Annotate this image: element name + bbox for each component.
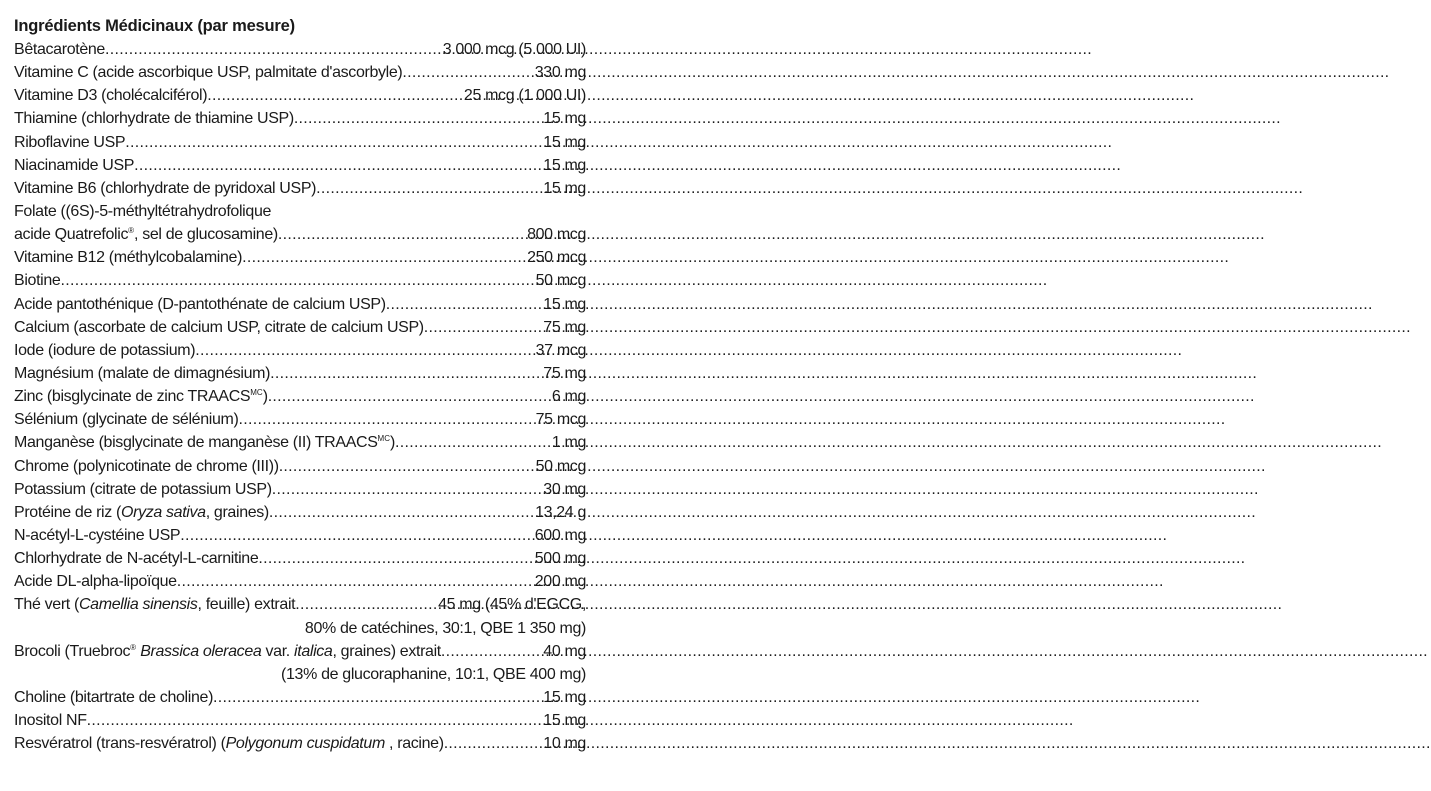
ingredient-name: Vitamine C (acide ascorbique USP, palmitate d'ascorbyle)	[14, 64, 403, 82]
ingredient-row	[14, 177, 586, 200]
trademark-mark: MC	[377, 434, 390, 444]
dot-leader	[294, 107, 543, 130]
ingredients-panel	[0, 0, 600, 791]
ingredient-row	[14, 84, 586, 107]
ingredient-amount: 15 mg	[543, 133, 586, 151]
dot-leader	[402, 61, 534, 84]
ingredient-amount: 30 mg	[543, 480, 586, 498]
ingredient-name: Thiamine (chlorhydrate de thiamine USP)	[14, 110, 294, 128]
ingredient-amount: 75 mg	[543, 364, 586, 382]
ingredient-row	[14, 455, 586, 478]
dot-leader	[134, 154, 543, 177]
ingredient-row	[14, 246, 586, 269]
ingredient-amount: 330 mg	[534, 64, 586, 82]
ingredient-row	[14, 269, 586, 292]
dot-leader	[269, 501, 535, 524]
ingredient-row	[14, 501, 586, 524]
ingredient-name: Vitamine B12 (méthylcobalamine)	[14, 249, 243, 267]
dot-leader	[424, 316, 543, 339]
ingredient-amount: 15 mg	[543, 110, 586, 128]
ingredient-name: Sélénium (glycinate de sélénium)	[14, 411, 239, 429]
dot-leader	[278, 223, 527, 246]
dot-leader	[87, 709, 544, 732]
dot-leader	[207, 84, 464, 107]
trademark-mark: MC	[250, 388, 263, 398]
ingredient-name: Acide pantothénique (D-pantothénate de calcium USP)	[14, 295, 386, 313]
ingredient-name: Thé vert (Camellia sinensis, feuille) extrait	[14, 596, 296, 614]
dot-leader	[444, 732, 544, 755]
ingredient-name: Biotine	[14, 272, 61, 290]
ingredient-row	[14, 154, 586, 177]
ingredient-row	[14, 38, 586, 61]
dot-leader	[258, 547, 534, 570]
ingredient-amount: 45 mg (45% d'EGCG,	[438, 596, 586, 614]
ingredient-amount: 15 mg	[543, 295, 586, 313]
ingredient-row	[14, 223, 586, 246]
ingredient-name: Potassium (citrate de potassium USP)	[14, 480, 272, 498]
dot-leader	[242, 246, 527, 269]
dot-leader	[213, 686, 543, 709]
ingredient-amount: 15 mg	[543, 712, 586, 730]
ingredient-row	[14, 408, 586, 431]
ingredients-list	[14, 38, 586, 755]
ingredient-row	[14, 385, 586, 408]
ingredient-amount: 15 mg	[543, 688, 586, 706]
dot-leader	[386, 293, 544, 316]
ingredient-amount: 1 mg	[551, 434, 586, 452]
dot-leader	[268, 385, 552, 408]
ingredient-row	[14, 131, 586, 154]
ingredient-amount: 600 mg	[534, 526, 586, 544]
ingredient-amount: 37 mcg	[535, 341, 586, 359]
ingredient-amount: 6 mg	[551, 388, 586, 406]
ingredient-row	[14, 570, 586, 593]
ingredient-amount: 500 mg	[534, 550, 586, 568]
ingredient-amount-detail: 80% de catéchines, 30:1, QBE 1 350 mg)	[304, 619, 586, 637]
ingredient-continuation	[14, 663, 586, 686]
dot-leader	[177, 570, 535, 593]
ingredient-amount: 75 mcg	[535, 411, 586, 429]
ingredient-amount: 40 mg	[543, 642, 586, 660]
ingredient-row	[14, 478, 586, 501]
ingredient-row	[14, 686, 586, 709]
ingredient-name: Niacinamide USP	[14, 156, 135, 174]
ingredient-row	[14, 547, 586, 570]
ingredient-amount: 25 mcg (1 000 UI)	[463, 87, 586, 105]
ingredient-amount: 15 mg	[543, 179, 586, 197]
ingredient-amount: 250 mcg	[527, 249, 586, 267]
ingredient-row-first-line	[14, 200, 586, 223]
ingredient-name: Folate ((6S)-5-méthyltétrahydrofolique	[14, 202, 272, 220]
ingredient-row	[14, 61, 586, 84]
ingredient-row	[14, 709, 586, 732]
ingredient-amount: 3 000 mcg (5 000 UI)	[442, 41, 586, 58]
ingredient-row	[14, 524, 586, 547]
ingredient-name: N-acétyl-L-cystéine USP	[14, 526, 181, 544]
ingredient-name: Magnésium (malate de dimagnésium)	[14, 364, 271, 382]
dot-leader	[441, 640, 543, 663]
ingredient-amount: 50 mcg	[535, 272, 586, 290]
ingredient-row	[14, 732, 586, 755]
ingredient-row	[14, 640, 586, 663]
ingredient-amount: 75 mg	[543, 318, 586, 336]
ingredient-name: Vitamine D3 (cholécalciférol)	[14, 87, 208, 105]
panel-heading: Ingrédients Médicinaux (par mesure)	[14, 17, 295, 35]
registered-mark: ®	[128, 226, 135, 236]
ingredient-name: Vitamine B6 (chlorhydrate de pyridoxal USP)	[14, 179, 317, 197]
ingredient-name: Manganèse (bisglycinate de manganèse (II) $TRAACS^{MC}$)	[14, 434, 395, 452]
ingredient-name: acide Quatrefolic®, sel de glucosamine)	[14, 226, 278, 244]
registered-mark: ®	[130, 642, 137, 652]
dot-leader	[316, 177, 543, 200]
ingredient-amount: 800 mcg	[527, 226, 586, 244]
dot-leader	[279, 455, 536, 478]
ingredient-row	[14, 362, 586, 385]
ingredient-row	[14, 431, 586, 454]
dot-leader	[395, 431, 552, 454]
ingredient-row	[14, 593, 586, 616]
ingredient-amount: 13,24 g	[535, 503, 586, 521]
dot-leader	[195, 339, 535, 362]
ingredient-name: Zinc (bisglycinate de zinc $TRAACS^{MC}$)	[14, 388, 268, 406]
ingredient-amount: 10 mg	[543, 735, 586, 753]
ingredient-row	[14, 293, 586, 316]
ingredient-row	[14, 107, 586, 130]
ingredient-name: Iode (iodure de potassium)	[14, 341, 196, 359]
dot-leader	[295, 593, 438, 616]
ingredient-amount: 15 mg	[543, 156, 586, 174]
dot-leader	[60, 269, 535, 292]
ingredient-name: Inositol NF	[14, 712, 87, 730]
dot-leader	[270, 362, 543, 385]
dot-leader	[272, 478, 544, 501]
ingredient-row	[14, 339, 586, 362]
ingredient-name: Chlorhydrate de N-acétyl-L-carnitine	[14, 550, 259, 568]
ingredient-amount-detail: (13% de glucoraphanine, 10:1, QBE 400 mg)	[281, 665, 586, 683]
ingredient-name: Calcium (ascorbate de calcium USP, citrate de calcium USP)	[14, 318, 424, 336]
ingredient-name: Acide DL-alpha-lipoïque	[14, 573, 177, 591]
ingredient-name: Chrome (polynicotinate de chrome (III))	[14, 457, 279, 475]
dot-leader	[238, 408, 535, 431]
ingredient-name: Bêtacarotène	[14, 41, 105, 58]
ingredient-amount: 200 mg	[534, 573, 586, 591]
ingredient-continuation	[14, 617, 586, 640]
ingredient-name: Brocoli (Truebroc® Brassica oleracea var. italica, graines) extrait	[14, 642, 441, 660]
ingredient-name: Riboflavine USP	[14, 133, 126, 151]
ingredient-name: Choline (bitartrate de choline)	[14, 688, 214, 706]
ingredient-name: Resvératrol (trans-resvératrol) (Polygonum cuspidatum , racine)	[14, 735, 444, 753]
ingredient-amount: 50 mcg	[535, 457, 586, 475]
dot-leader	[125, 131, 543, 154]
dot-leader	[105, 38, 443, 61]
ingredient-name: Protéine de riz (Oryza sativa, graines)	[14, 503, 269, 521]
dot-leader	[180, 524, 534, 547]
ingredient-row	[14, 316, 586, 339]
